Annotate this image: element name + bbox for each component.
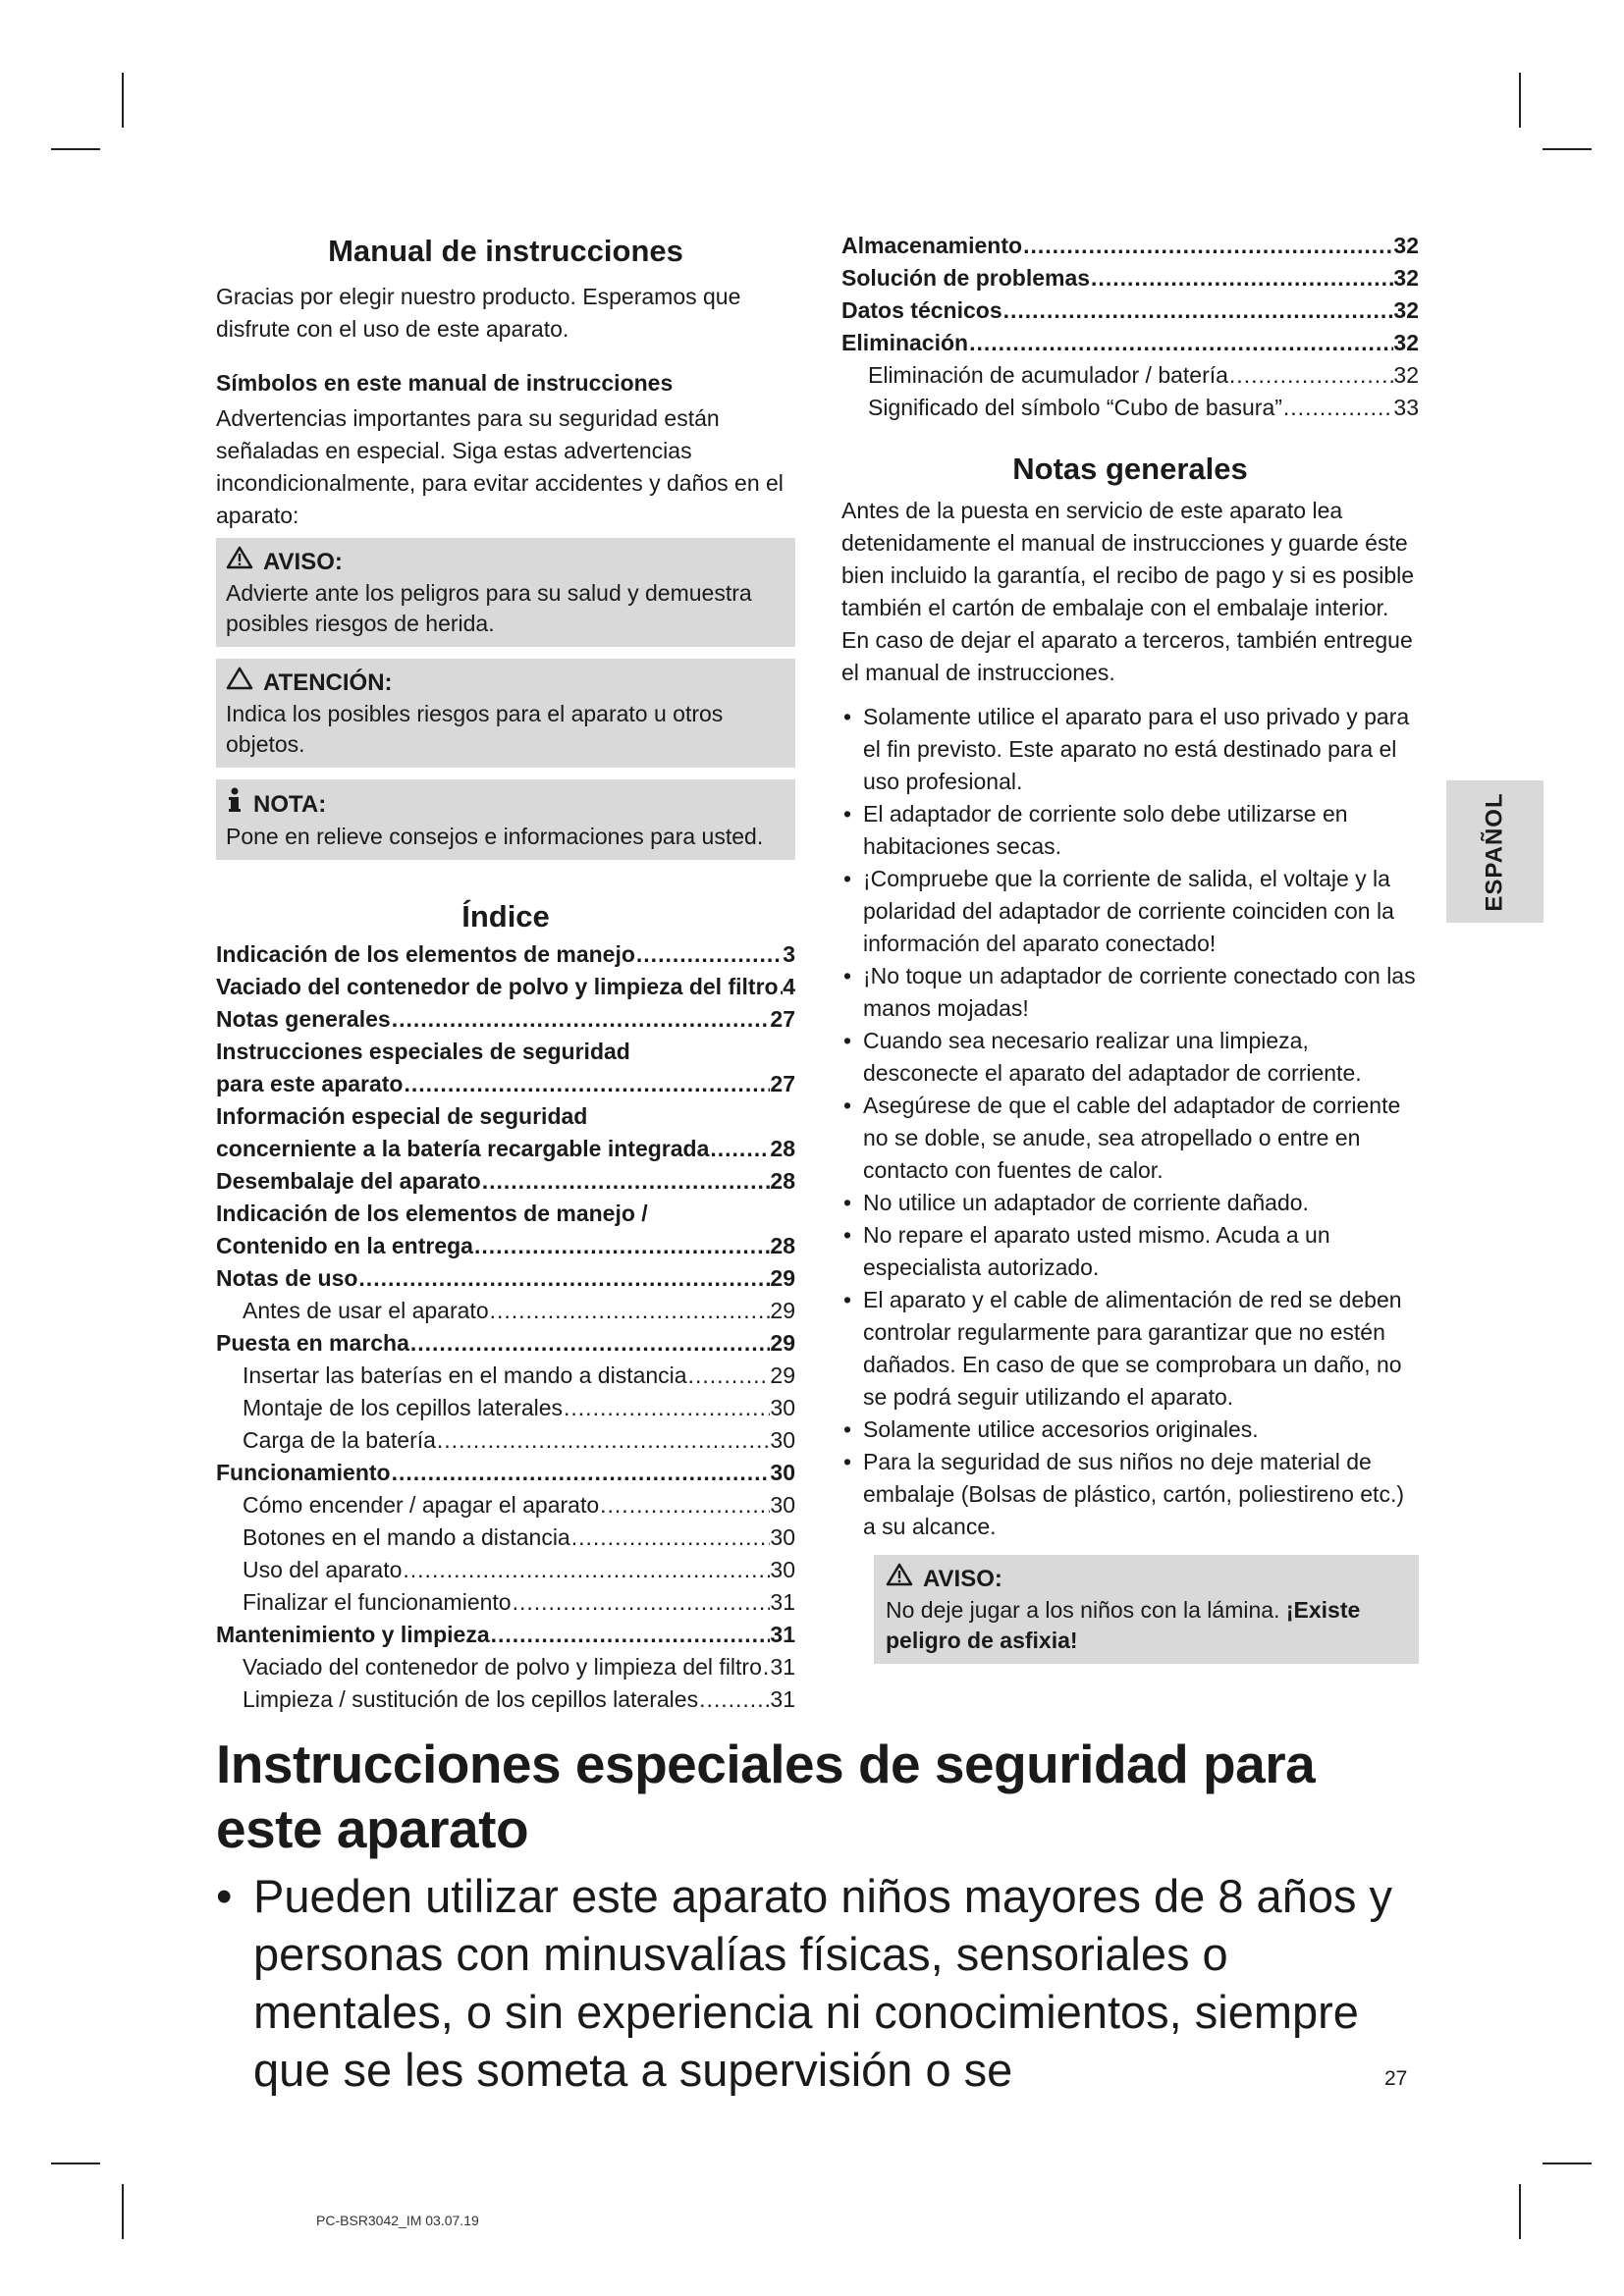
general-notes-bullets xyxy=(841,701,1419,1543)
index-entry-label: Montaje de los cepillos laterales xyxy=(243,1395,564,1420)
symbols-heading: Símbolos en este manual de instrucciones xyxy=(216,370,674,396)
index-entry-label: Notas generales xyxy=(216,1006,391,1032)
warning-triangle-icon xyxy=(226,546,253,578)
language-tab xyxy=(1446,780,1543,923)
index-entry-label: Significado del símbolo “Cubo de basura” xyxy=(868,395,1282,420)
crop-mark xyxy=(1543,148,1592,150)
index-entry xyxy=(841,230,1419,262)
index-entry-page: 29 xyxy=(770,1265,795,1291)
index-entry xyxy=(216,1586,795,1619)
index-entry-leader xyxy=(599,1489,770,1522)
warning-triangle-outline-icon xyxy=(226,667,253,699)
nota-text: Pone en relieve consejos e informaciones para usted. xyxy=(226,824,764,849)
index-entry-leader xyxy=(436,1424,771,1457)
bullet-item: • Asegúrese de que el cable del adaptador de corriente no se doble, se anude, sea atropellado o entre en contacto con fuentes de calor. xyxy=(841,1090,1419,1187)
atencion-box xyxy=(216,659,795,768)
index-entry xyxy=(216,1198,795,1230)
bullet-item: • ¡No toque un adaptador de corriente conectado con las manos mojadas! xyxy=(841,960,1419,1025)
index-entry-page: 30 xyxy=(770,1395,795,1420)
index-entry-page: 29 xyxy=(770,1330,795,1356)
index-entry-label: Información especial de seguridad xyxy=(216,1103,588,1129)
index-entry-page: 28 xyxy=(770,1233,795,1258)
manual-title: Manual de instrucciones xyxy=(328,234,683,268)
index-entry-page: 28 xyxy=(770,1136,795,1161)
index-entry-label: Contenido en la entrega xyxy=(216,1233,473,1258)
atencion-label: ATENCIÓN: xyxy=(263,668,393,696)
index-entry-page: 32 xyxy=(1393,233,1419,258)
bullet-item: • Solamente utilice el aparato para el uso privado y para el fin previsto. Este aparato no está destinado para el uso profesional. xyxy=(841,701,1419,798)
index-entry-page: 33 xyxy=(1393,395,1419,420)
index-entry-leader xyxy=(391,1003,771,1036)
index-entry-leader xyxy=(473,1230,770,1262)
index-entry-leader xyxy=(1282,392,1394,424)
index-entry-label: Notas de uso xyxy=(216,1265,358,1291)
bullet-item: • El adaptador de corriente solo debe utilizarse en habitaciones secas. xyxy=(841,798,1419,863)
index-entry xyxy=(841,327,1419,359)
bullet-item: • Cuando sea necesario realizar una limpieza, desconecte el aparato del adaptador de corriente. xyxy=(841,1025,1419,1090)
symbols-text: Advertencias importantes para su seguridad están señaladas en especial. Siga estas advertencias incondicionalmente, para evitar accidentes y daños en el aparato: xyxy=(216,405,784,528)
index-entry xyxy=(216,971,795,1003)
index-list xyxy=(216,938,795,1716)
index-entry-page: 30 xyxy=(770,1427,795,1453)
index-entry-leader xyxy=(512,1586,771,1619)
index-entry-label: Eliminación xyxy=(841,330,969,355)
page-number: 27 xyxy=(1384,2067,1408,2090)
index-entry-leader xyxy=(402,1554,770,1586)
index-entry xyxy=(216,1003,795,1036)
index-entry-label: Puesta en marcha xyxy=(216,1330,409,1356)
index-entry-leader xyxy=(762,1651,771,1683)
index-entry-page: 31 xyxy=(770,1589,795,1615)
index-entry-label: Carga de la batería xyxy=(243,1427,436,1453)
index-entry-label: Instrucciones especiales de seguridad xyxy=(216,1039,630,1064)
index-entry xyxy=(216,1295,795,1327)
index-entry xyxy=(841,359,1419,392)
index-entry-page: 31 xyxy=(770,1622,795,1647)
index-entry-leader xyxy=(357,1262,770,1295)
index-entry xyxy=(216,1068,795,1100)
index-entry xyxy=(216,1489,795,1522)
crop-mark xyxy=(1519,73,1521,128)
index-entry-label: Desembalaje del aparato xyxy=(216,1168,481,1194)
index-entry-leader xyxy=(698,1683,770,1716)
index-entry-page: 31 xyxy=(770,1686,795,1712)
index-entry-leader xyxy=(968,327,1393,359)
crop-mark xyxy=(122,2184,124,2239)
index-entry-label: Insertar las baterías en el mando a distancia xyxy=(243,1362,687,1388)
index-entry-leader xyxy=(1022,230,1393,262)
index-entry-leader xyxy=(1090,262,1393,294)
index-entry xyxy=(216,1554,795,1586)
index-entry-label: Botones en el mando a distancia xyxy=(243,1524,570,1550)
atencion-text: Indica los posibles riesgos para el aparato u otros objetos. xyxy=(226,701,724,757)
index-entry-page: 30 xyxy=(770,1492,795,1518)
index-entry xyxy=(216,1392,795,1424)
bullet-item: • No utilice un adaptador de corriente dañado. xyxy=(841,1187,1419,1219)
index-entry xyxy=(216,1100,795,1133)
bullet-item: • ¡Compruebe que la corriente de salida, el voltaje y la polaridad del adaptador de corriente coinciden con la información del aparato conectado! xyxy=(841,863,1419,960)
index-entry xyxy=(216,1651,795,1683)
index-entry-leader xyxy=(481,1165,771,1198)
general-notes-title: Notas generales xyxy=(1012,452,1248,486)
crop-mark xyxy=(122,73,124,128)
index-entry-leader xyxy=(570,1522,771,1554)
bullet-item: • Solamente utilice accesorios originales. xyxy=(841,1414,1419,1446)
index-entry-page: 32 xyxy=(1393,330,1419,355)
index-entry-label: Funcionamiento xyxy=(216,1460,391,1485)
bullet-item: • El aparato y el cable de alimentación de red se deben controlar regularmente para garantizar que no estén dañados. En caso de que se comprobara un daño, no se podrá seguir utilizando el aparato. xyxy=(841,1284,1419,1414)
index-entry-label: Vaciado del contenedor de polvo y limpieza del filtro xyxy=(243,1654,762,1680)
safety-title: Instrucciones especiales de seguridad para este aparato xyxy=(216,1734,1316,1859)
index-entry-label: Cómo encender / apagar el aparato xyxy=(243,1492,600,1518)
index-entry-page: 27 xyxy=(770,1071,795,1096)
index-entry xyxy=(216,1619,795,1651)
aviso-box xyxy=(216,538,795,647)
index-entry-label: para este aparato xyxy=(216,1071,404,1096)
index-entry-label: Solución de problemas xyxy=(841,265,1091,291)
index-entry-leader xyxy=(1228,359,1393,392)
index-entry-label: Uso del aparato xyxy=(243,1557,403,1582)
aviso-text: Advierte ante los peligros para su salud y demuestra posibles riesgos de herida. xyxy=(226,580,752,636)
index-entry-page: 4 xyxy=(783,974,795,999)
index-entry-leader xyxy=(687,1360,771,1392)
index-entry-label: Antes de usar el aparato xyxy=(243,1298,489,1323)
child-warning-label: AVISO: xyxy=(923,1565,1002,1592)
index-entry xyxy=(216,1262,795,1295)
right-column xyxy=(841,232,1419,1664)
index-entry-label: Mantenimiento y limpieza xyxy=(216,1622,490,1647)
left-column xyxy=(216,232,795,1716)
index-entry-label: Vaciado del contenedor de polvo y limpieza del filtro xyxy=(216,974,779,999)
index-entry-leader xyxy=(391,1457,771,1489)
index-entry-page: 29 xyxy=(770,1362,795,1388)
nota-label: NOTA: xyxy=(253,790,327,818)
index-entry xyxy=(216,1230,795,1262)
index-entry-page: 31 xyxy=(770,1654,795,1680)
index-entry-label: Indicación de los elementos de manejo / xyxy=(216,1201,648,1226)
index-entry xyxy=(216,1036,795,1068)
index-entry-leader xyxy=(490,1619,771,1651)
index-entry-page: 30 xyxy=(770,1460,795,1485)
index-entry-leader xyxy=(635,938,783,971)
index-entry xyxy=(216,1360,795,1392)
index-entry-leader xyxy=(1002,294,1394,327)
index-entry-leader xyxy=(489,1295,771,1327)
index-entry-label: Limpieza / sustitución de los cepillos laterales xyxy=(243,1686,699,1712)
language-tab-label: ESPAÑOL xyxy=(1481,791,1508,912)
index-entry xyxy=(216,1133,795,1165)
index-entry xyxy=(216,1457,795,1489)
index-entry-label: Finalizar el funcionamiento xyxy=(243,1589,512,1615)
index-entry xyxy=(841,294,1419,327)
index-entry xyxy=(841,392,1419,424)
crop-mark xyxy=(1543,2163,1592,2164)
info-icon xyxy=(226,787,244,822)
warning-triangle-icon xyxy=(886,1563,913,1595)
index-entry-page: 30 xyxy=(770,1524,795,1550)
index-title: Índice xyxy=(461,899,550,934)
index-entry-label: Datos técnicos xyxy=(841,297,1002,323)
index-entry xyxy=(216,1327,795,1360)
child-warning-text-regular: No deje jugar a los niños con la lámina. xyxy=(886,1597,1286,1623)
index-entry xyxy=(216,1165,795,1198)
bullet-item: • No repare el aparato usted mismo. Acuda a un especialista autorizado. xyxy=(841,1219,1419,1284)
index-entry-label: Almacenamiento xyxy=(841,233,1023,258)
index-entry-label: concerniente a la batería recargable integrada xyxy=(216,1136,710,1161)
index-entry xyxy=(841,262,1419,294)
index-entry-label: Indicación de los elementos de manejo xyxy=(216,941,635,967)
index-entry-page: 3 xyxy=(783,941,795,967)
index-entry-label: Eliminación de acumulador / batería xyxy=(868,362,1228,388)
index-entry xyxy=(216,938,795,971)
index-entry-page: 32 xyxy=(1393,297,1419,323)
child-warning-text-bold: ¡Existe peligro de asfixia! xyxy=(886,1597,1361,1653)
index-entry-page: 32 xyxy=(1393,362,1419,388)
index-entry xyxy=(216,1683,795,1716)
index-entry-page: 28 xyxy=(770,1168,795,1194)
index-entry-leader xyxy=(709,1133,770,1165)
aviso-label: AVISO: xyxy=(263,548,343,575)
crop-mark xyxy=(51,148,100,150)
index-entry xyxy=(216,1424,795,1457)
index-entry-page: 27 xyxy=(770,1006,795,1032)
crop-mark xyxy=(1519,2184,1521,2239)
safety-section xyxy=(216,1732,1424,2099)
child-warning-text xyxy=(886,1595,1409,1656)
index-entry-leader xyxy=(409,1327,771,1360)
index-entry-page: 30 xyxy=(770,1557,795,1582)
index-entry-page: 29 xyxy=(770,1298,795,1323)
crop-mark xyxy=(51,2163,100,2164)
index-list-continued xyxy=(841,230,1419,424)
general-notes-intro: Antes de la puesta en servicio de este aparato lea detenidamente el manual de instrucciones y guarde éste bien incluido la garantía, el recibo de pago y si es posible también el cartón de embalaje con el embalaje interior. En caso de dejar el aparato a terceros, también entregue el manual de instrucciones. xyxy=(841,498,1415,685)
safety-bullet: • Pueden utilizar este aparato niños mayores de 8 años y personas con minusvalías físicas, sensoriales o mentales, o sin experiencia ni conocimientos, siempre que se les someta a supervisión o se xyxy=(216,1867,1424,2099)
footer-code: PC-BSR3042_IM 03.07.19 xyxy=(316,2213,479,2228)
bullet-item: • Para la seguridad de sus niños no deje material de embalaje (Bolsas de plástico, cartón, poliestireno etc.) a su alcance. xyxy=(841,1446,1419,1543)
index-entry-leader xyxy=(563,1392,770,1424)
nota-box xyxy=(216,779,795,860)
index-entry-leader xyxy=(403,1068,770,1100)
index-entry-page: 32 xyxy=(1393,265,1419,291)
thanks-text: Gracias por elegir nuestro producto. Esperamos que disfrute con el uso de este aparato. xyxy=(216,284,741,342)
child-warning-box xyxy=(874,1555,1419,1664)
index-entry xyxy=(216,1522,795,1554)
